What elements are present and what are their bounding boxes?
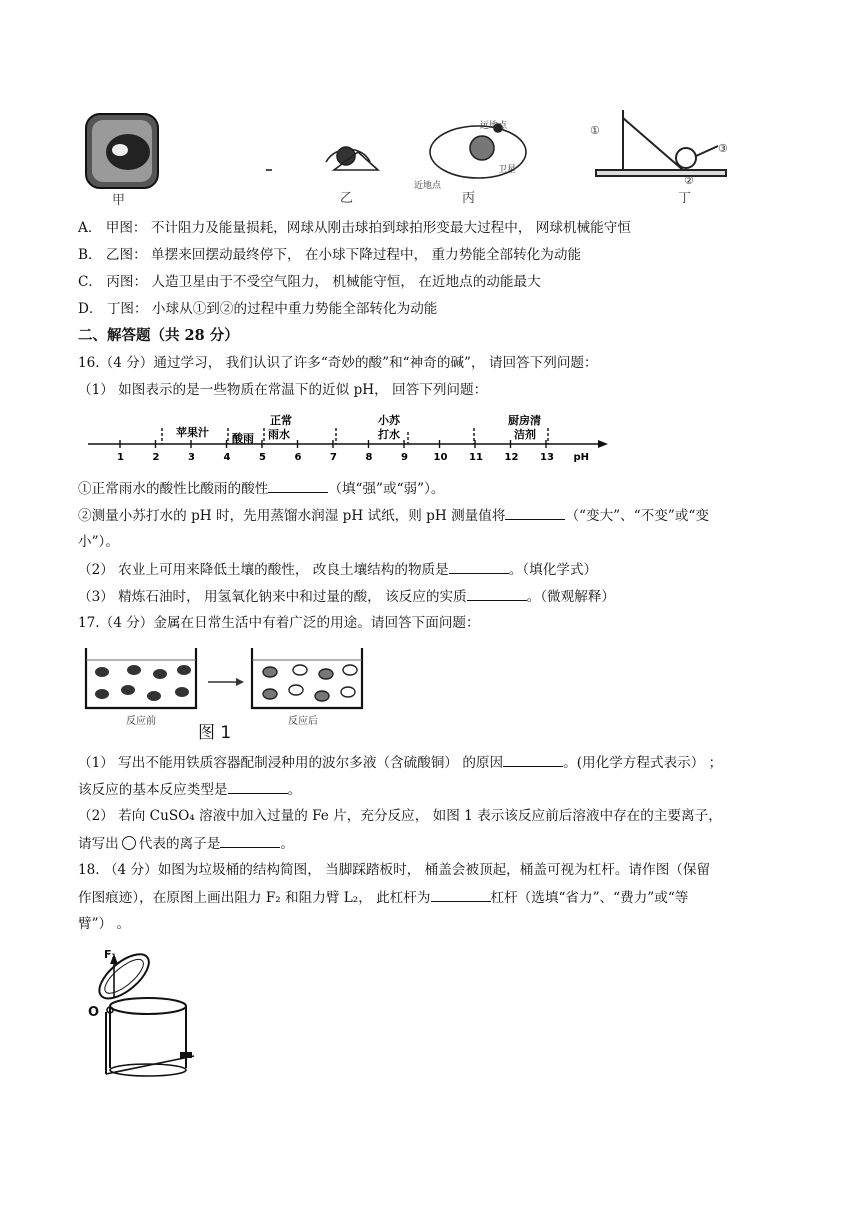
- q17-part2: （2） 若向 CuSO₄ 溶液中加入过量的 Fe 片，充分反应， 如图 1 表示该反应前后溶液中存在的主要离子，: [78, 808, 722, 824]
- ph-tick-label: 13: [540, 452, 554, 463]
- q16-sub2-text-a: ②测量小苏打水的 pH 时，先用蒸馏水润湿 pH 试纸，则 pH 测量值将: [78, 508, 506, 524]
- ph-tick-label: 12: [504, 452, 519, 463]
- ph-tick-label: 1: [117, 452, 124, 463]
- figure-top-strip: [78, 108, 758, 208]
- ph-tick-label: 8: [365, 452, 373, 463]
- ph-label-markers: [162, 428, 548, 444]
- q16-sub1: [78, 478, 444, 499]
- q16-sub2-cont: 小”）。: [78, 534, 119, 550]
- q16-sub1-text-a: ①正常雨水的酸性比酸雨的酸性: [78, 481, 269, 497]
- q17-part1-text-c: 该反应的基本反应类型是: [78, 782, 228, 798]
- label-yi: 乙: [340, 191, 354, 206]
- q16-part2: [78, 559, 597, 580]
- ph-scale: [88, 410, 608, 466]
- answer-blank[interactable]: [503, 752, 563, 767]
- label-far-point: 远地点: [480, 121, 508, 131]
- ph-label-normal-rain-2: 雨水: [268, 428, 290, 441]
- label-jia: 甲: [112, 193, 126, 208]
- answer-blank[interactable]: [228, 779, 288, 794]
- answer-blank[interactable]: [268, 478, 328, 493]
- answer-blank[interactable]: [505, 505, 565, 520]
- option-b: B． 乙图： 单摆来回摆动最终停下， 在小球下降过程中， 重力势能全部转化为动能: [78, 247, 582, 263]
- trash-bin-figure: [84, 948, 224, 1088]
- option-d: D． 丁图： 小球从①到②的过程中重力势能全部转化为动能: [78, 301, 438, 317]
- label-bing: 丙: [462, 191, 476, 206]
- q17-part1-text-d: 。: [287, 782, 302, 798]
- q16-part3-text-b: 。（微观解释）: [526, 589, 616, 605]
- ions-after: [263, 665, 357, 701]
- option-c: C． 丙图： 人造卫星由于不受空气阻力， 机械能守恒， 在近地点的动能最大: [78, 274, 541, 290]
- ph-tick-label: 3: [188, 452, 195, 463]
- q16-part2-text-a: （2） 农业上可用来降低土壤的酸性， 改良土壤结构的物质是: [78, 562, 449, 578]
- label-point-2: ②: [684, 174, 694, 187]
- ph-unit-label: pH: [573, 452, 590, 463]
- section-title: 二、解答题（共 28 分）: [78, 327, 239, 344]
- ph-label-soda-1: 小苏: [378, 414, 400, 427]
- option-a: A． 甲图： 不计阻力及能量损耗，网球从刚击球拍到球拍形变最大过程中， 网球机械能守恒: [78, 220, 631, 236]
- q17-part1-text-a: （1） 写出不能用铁质容器配制浸种用的波尔多液（含硫酸铜） 的原因: [78, 755, 504, 771]
- open-circle-icon: [122, 836, 136, 850]
- q16-part3-text-a: （3） 精炼石油时， 用氢氧化钠来中和过量的酸， 该反应的实质: [78, 589, 467, 605]
- ph-label-cleaner-1: 厨房清: [508, 414, 541, 427]
- ph-tick-label: 5: [259, 452, 266, 463]
- ph-tick-label: 7: [330, 452, 337, 463]
- label-f1: F₁: [104, 948, 117, 961]
- ph-tick-label: 4: [223, 452, 231, 463]
- figure-yi: [266, 147, 378, 170]
- label-after: 反应后: [288, 716, 318, 727]
- q17-part2-text-c: 代表的离子是: [138, 836, 221, 852]
- figure-jia: [86, 114, 158, 188]
- q16-stem: 16.（4 分）通过学习， 我们认识了许多“奇妙的酸”和“神奇的碱”， 请回答下列问题：: [78, 355, 598, 371]
- label-o: O: [88, 1005, 100, 1020]
- q18-line1: 18. （4 分）如图为垃圾桶的结构简图， 当脚踩踏板时， 桶盖会被顶起，桶盖可视为杠杆。请作图（保留: [78, 862, 711, 878]
- q18-line2-text-a: 作图痕迹），在原图上画出阻力 F₂ 和阻力臂 L₂， 此杠杆为: [78, 890, 431, 906]
- energy-figures: [78, 108, 758, 208]
- q16-part1: （1） 如图表示的是一些物质在常温下的近似 pH， 回答下列问题：: [78, 382, 488, 398]
- label-before: 反应前: [126, 716, 156, 727]
- ph-tick-label: 10: [433, 452, 448, 463]
- q16-sub2: [78, 505, 709, 526]
- ph-label-acid-rain: 酸雨: [232, 432, 254, 445]
- q17-part1: [78, 752, 722, 773]
- ph-label-soda-2: 打水: [378, 428, 400, 441]
- figure-1-caption: 图 1: [198, 723, 232, 743]
- ph-label-cleaner-2: 洁剂: [514, 428, 536, 441]
- figure-ding: [596, 110, 726, 176]
- ions-before: [95, 665, 191, 701]
- q16-sub2-text-b: （“变大”、“不变”或“变: [565, 508, 709, 524]
- answer-blank[interactable]: [467, 586, 527, 601]
- q17-part1-text-b: 。(用化学方程式表示） ；: [563, 755, 723, 771]
- q16-part2-text-b: 。（填化学式）: [508, 562, 598, 578]
- q17-part2-text-d: 。: [280, 836, 294, 852]
- ph-tick-label: 11: [469, 452, 483, 463]
- label-near-point: 近地点: [414, 181, 442, 191]
- q17-part2-cont: [78, 833, 294, 854]
- label-point-3: ③: [718, 142, 728, 155]
- ph-label-normal-rain-1: 正常: [270, 414, 292, 427]
- q16-sub1-text-b: （填“强”或“弱”）。: [328, 481, 445, 497]
- q18-line2: [78, 887, 688, 908]
- q16-part3: [78, 586, 615, 607]
- trash-bin: [84, 948, 224, 1088]
- q18-line2-text-b: 杠杆（选填“省力”、“费力”或“等: [490, 890, 689, 906]
- label-ding: 丁: [678, 191, 692, 206]
- label-point-1: ①: [590, 124, 600, 137]
- ph-label-apple: 苹果汁: [176, 426, 209, 439]
- answer-blank[interactable]: [449, 559, 509, 574]
- answer-blank[interactable]: [220, 833, 280, 848]
- ph-tick-label: 6: [294, 452, 302, 463]
- ph-tick-label: 2: [152, 452, 160, 463]
- q18-line3: 臂”） 。: [78, 916, 131, 932]
- ph-scale-figure: [88, 410, 608, 466]
- label-satellite: 卫星: [498, 165, 517, 175]
- q17-part1-cont: [78, 779, 301, 800]
- answer-blank[interactable]: [431, 887, 491, 902]
- q17-stem: 17.（4 分）金属在日常生活中有着广泛的用途。请回答下面问题：: [78, 615, 480, 631]
- q17-part2-text-b: 请写出: [78, 836, 119, 852]
- ph-tick-label: 9: [401, 452, 408, 463]
